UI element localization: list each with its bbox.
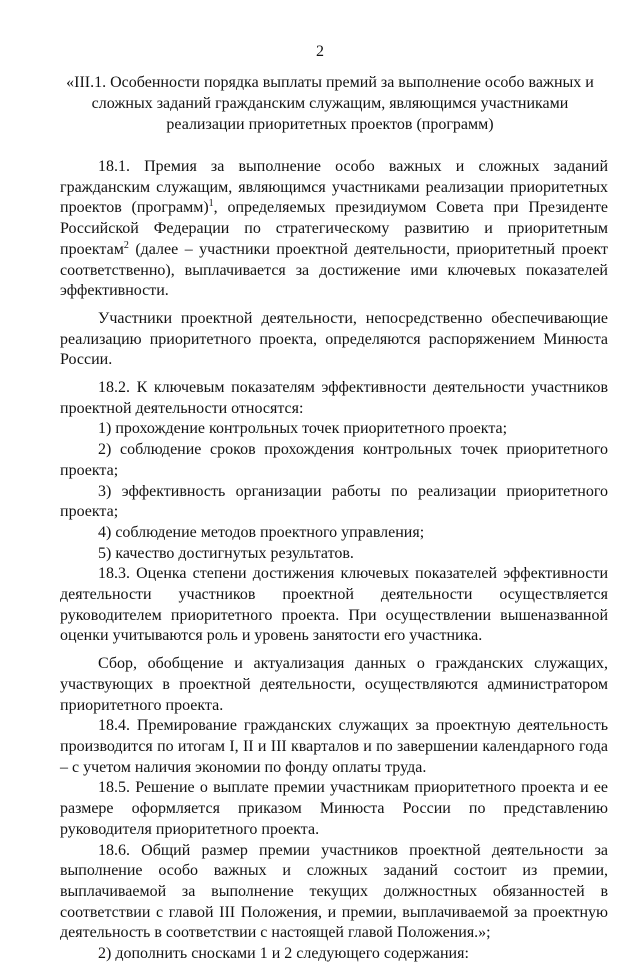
footnote-mark-1: 1 — [208, 198, 214, 210]
list-item-3: 3) эффективность организации работы по реализации приоритетного проекта; — [60, 482, 608, 521]
paragraph-collection: Сбор, обобщение и актуализация данных о гражданских служащих, участвующих в проектной деятельности, осуществляются администратором приоритетного проекта. — [60, 655, 608, 714]
paragraph-18-1 — [60, 157, 608, 302]
list-item-4: 4) соблюдение методов проектного управления; — [98, 523, 425, 541]
section-title: «III.1. Особенности порядка выплаты премий за выполнение особо важных и сложных заданий гражданским служащим, являющимся участниками реализации приоритетных проектов (программ) — [66, 74, 594, 133]
paragraph-18-3: 18.3. Оценка степени достижения ключевых показателей эффективности деятельности участников проектной деятельности осуществляется руководителем приоритетного проекта. При осуществлении вышеназванной оценки учитываются роль и уровень занятости его участника. — [60, 565, 608, 645]
page-number: 2 — [316, 43, 324, 60]
document-body — [60, 150, 608, 965]
paragraph-18-5: 18.5. Решение о выплате премии участникам приоритетного проекта и ее размере оформляется приказом Минюста России по представлению руководителя приоритетного проекта. — [60, 779, 608, 838]
paragraph-participants: Участники проектной деятельности, непосредственно обеспечивающие реализацию приоритетного проекта, определяются распоряжением Минюста России. — [60, 309, 608, 369]
list-item-2: 2) соблюдение сроков прохождения контрольных точек приоритетного проекта; — [60, 441, 608, 479]
list-item-5: 5) качество достигнутых результатов. — [98, 544, 354, 562]
paragraph-footnotes-intro: 2) дополнить сносками 1 и 2 следующего содержания: — [98, 945, 469, 963]
paragraph-18-6: 18.6. Общий размер премии участников проектной деятельности за выполнение особо важных и сложных заданий состоит из премии, выплачиваемой за выполнение текущих должностных обязанностей в соответствии с главой III Положения, и премии, выплачиваемой за проектную деятельность в соответствии с настоящей главой Положения.»; — [60, 841, 608, 942]
paragraph-18-4: 18.4. Премирование гражданских служащих за проектную деятельность производится по итогам I, II и III кварталов и по завершении календарного года – с учетом наличия экономии по фонду оплаты труда. — [60, 717, 608, 776]
paragraph-18-2: 18.2. К ключевым показателям эффективности деятельности участников проектной деятельности относятся: — [60, 379, 608, 417]
paragraph-18-1-text-mid: , определяемых президиумом Совета при Президенте Российской Федерации по стратегическому развитию и приоритетным проектам — [60, 199, 609, 258]
paragraph-18-1-text-end: (далее – участники проектной деятельности, приоритетный проект соответственно), выплачивается за достижение ими ключевых показателей эффективности. — [60, 240, 608, 300]
list-item-1: 1) прохождение контрольных точек приоритетного проекта; — [98, 420, 508, 438]
footnote-mark-2: 2 — [123, 239, 129, 251]
paragraph-18-1-text-start: 18.1. Премия за выполнение особо важных и сложных заданий гражданским служащим, являющимся участниками реализации приоритетных проектов (программ) — [60, 158, 608, 217]
